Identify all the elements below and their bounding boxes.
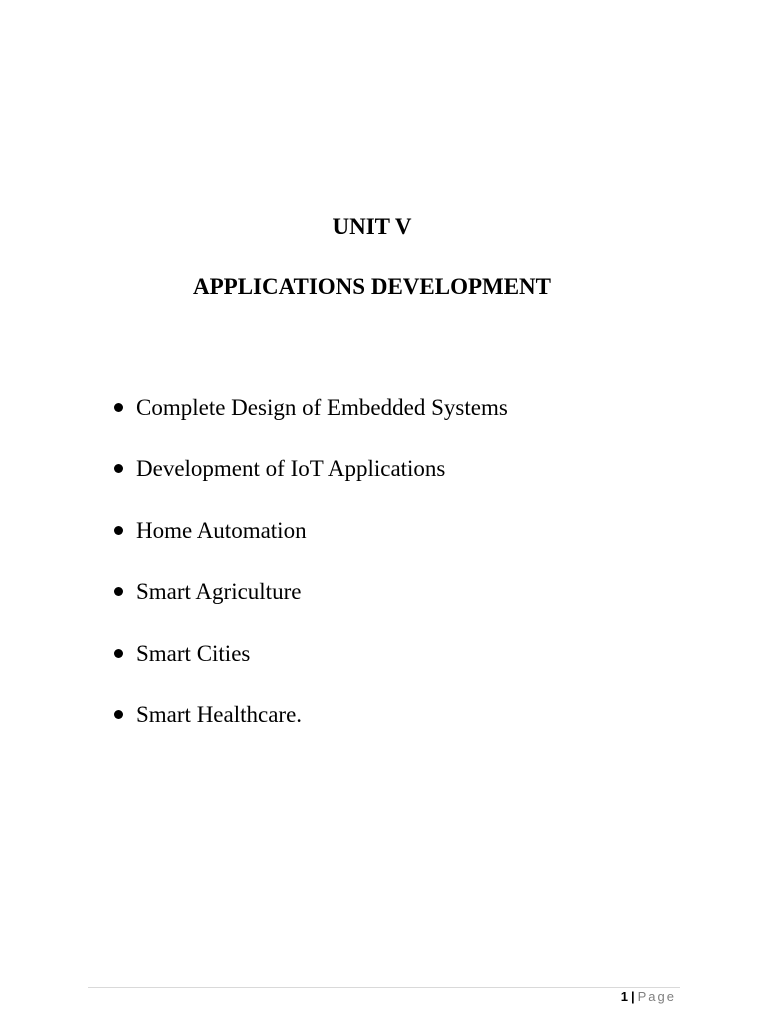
list-item-text: Smart Agriculture bbox=[136, 579, 302, 605]
section-title: APPLICATIONS DEVELOPMENT bbox=[192, 274, 552, 299]
page-number: 1 bbox=[620, 989, 628, 1004]
page-footer bbox=[621, 989, 676, 1005]
unit-title: UNIT V bbox=[332, 214, 412, 239]
list-item-text: Complete Design of Embedded Systems bbox=[136, 395, 508, 420]
page-label: Page bbox=[637, 989, 676, 1004]
list-item-text: Development of IoT Applications bbox=[136, 456, 446, 482]
list-item-text: Smart Cities bbox=[136, 640, 251, 666]
bullet-icon bbox=[114, 587, 123, 596]
list-item-text: Smart Healthcare. bbox=[136, 701, 303, 727]
bullet-icon bbox=[114, 710, 123, 719]
bullet-icon bbox=[114, 464, 123, 473]
list-item-text: Home Automation bbox=[136, 517, 307, 543]
bullet-icon bbox=[114, 403, 123, 412]
footer-separator: | bbox=[630, 989, 635, 1004]
bullet-icon bbox=[114, 649, 123, 658]
footer-divider bbox=[88, 987, 680, 988]
bullet-icon bbox=[114, 526, 123, 535]
